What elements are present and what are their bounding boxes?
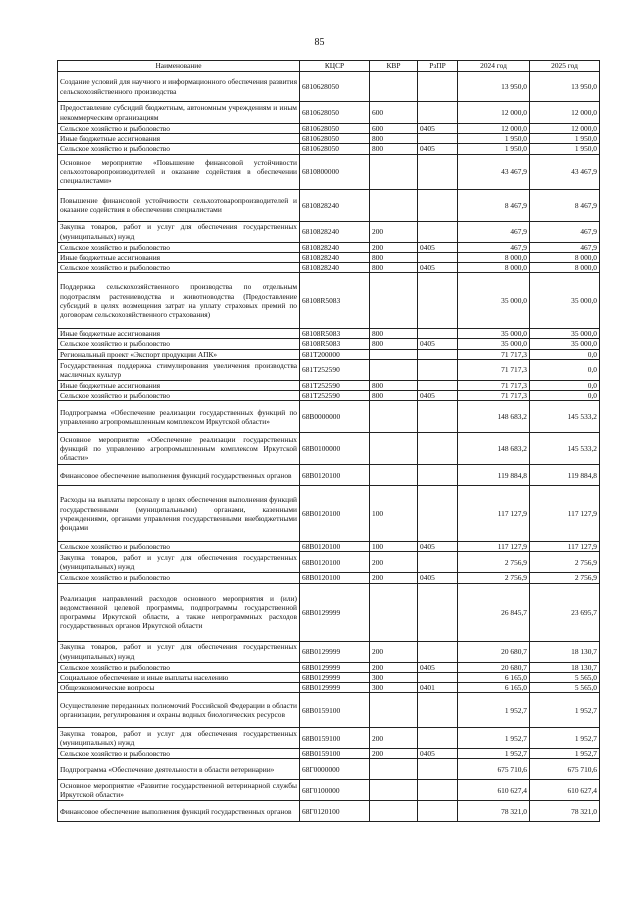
cell-name: Осуществление переданных полномочий Российской Федерации в области организации, регулирования и охраны водных биологических ресурсов xyxy=(58,693,300,728)
cell-name: Сельское хозяйство и рыболовство xyxy=(58,144,300,154)
cell-rzpr: 0405 xyxy=(418,573,458,583)
cell-kvr xyxy=(370,801,418,822)
cell-2024: 35 000,0 xyxy=(458,273,530,329)
cell-rzpr xyxy=(418,380,458,390)
cell-kvr xyxy=(370,401,418,433)
cell-kvr: 800 xyxy=(370,329,418,339)
cell-kcsr: 6810828240 xyxy=(300,221,370,242)
cell-kcsr: 68B0120100 xyxy=(300,552,370,573)
table-row xyxy=(58,263,600,273)
table-row xyxy=(58,339,600,349)
table-row xyxy=(58,486,600,542)
cell-rzpr xyxy=(418,552,458,573)
cell-kvr: 800 xyxy=(370,144,418,154)
cell-2025: 0,0 xyxy=(530,359,600,380)
header-kvr: КВР xyxy=(370,61,418,72)
table-row xyxy=(58,672,600,682)
cell-2025: 467,9 xyxy=(530,242,600,252)
cell-rzpr: 0405 xyxy=(418,662,458,672)
table-row xyxy=(58,102,600,124)
cell-2024: 71 717,3 xyxy=(458,391,530,401)
cell-rzpr xyxy=(418,134,458,144)
cell-kvr xyxy=(370,189,418,221)
cell-2024: 1 952,7 xyxy=(458,693,530,728)
cell-kvr xyxy=(370,759,418,780)
cell-rzpr xyxy=(418,273,458,329)
cell-kcsr: 68B0000000 xyxy=(300,401,370,433)
cell-rzpr xyxy=(418,693,458,728)
cell-2024: 12 000,0 xyxy=(458,102,530,124)
cell-kcsr: 6810628050 xyxy=(300,102,370,124)
cell-2024: 71 717,3 xyxy=(458,380,530,390)
cell-kcsr: 68B0120100 xyxy=(300,542,370,552)
cell-2024: 467,9 xyxy=(458,221,530,242)
cell-2024: 148 683,2 xyxy=(458,401,530,433)
cell-rzpr: 0405 xyxy=(418,749,458,759)
cell-2025: 8 000,0 xyxy=(530,263,600,273)
cell-kcsr: 68Г0100000 xyxy=(300,780,370,801)
table-row xyxy=(58,728,600,749)
table-row xyxy=(58,552,600,573)
cell-kcsr: 68B0129999 xyxy=(300,583,370,641)
cell-rzpr xyxy=(418,349,458,359)
cell-kcsr: 68B0100000 xyxy=(300,433,370,465)
cell-name: Сельское хозяйство и рыболовство xyxy=(58,263,300,273)
cell-kcsr: 68B0120100 xyxy=(300,573,370,583)
cell-name: Предоставление субсидий бюджетным, автономным учреждениям и иным некоммерческим организациям xyxy=(58,102,300,124)
cell-rzpr: 0405 xyxy=(418,124,458,134)
cell-rzpr xyxy=(418,583,458,641)
table-row xyxy=(58,144,600,154)
cell-2024: 12 000,0 xyxy=(458,124,530,134)
table-row xyxy=(58,401,600,433)
cell-2024: 1 950,0 xyxy=(458,144,530,154)
header-2024: 2024 год xyxy=(458,61,530,72)
cell-name: Иные бюджетные ассигнования xyxy=(58,380,300,390)
cell-kcsr: 6810828240 xyxy=(300,189,370,221)
table-row xyxy=(58,221,600,242)
cell-kvr: 800 xyxy=(370,380,418,390)
cell-rzpr: 0405 xyxy=(418,339,458,349)
cell-name: Сельское хозяйство и рыболовство xyxy=(58,662,300,672)
cell-2025: 1 952,7 xyxy=(530,693,600,728)
cell-kcsr: 68B0129999 xyxy=(300,683,370,693)
cell-2025: 35 000,0 xyxy=(530,273,600,329)
cell-rzpr xyxy=(418,780,458,801)
cell-rzpr: 0405 xyxy=(418,391,458,401)
cell-kcsr: 681T200000 xyxy=(300,349,370,359)
cell-kcsr: 68108R5083 xyxy=(300,339,370,349)
cell-kcsr: 6810828240 xyxy=(300,242,370,252)
cell-kvr: 200 xyxy=(370,552,418,573)
table-row xyxy=(58,252,600,262)
table-row xyxy=(58,329,600,339)
table-row xyxy=(58,780,600,801)
table-row xyxy=(58,465,600,486)
table-row xyxy=(58,189,600,221)
cell-name: Основное мероприятие «Развитие государственной ветеринарной службы Иркутской области» xyxy=(58,780,300,801)
cell-kvr: 300 xyxy=(370,683,418,693)
cell-kvr xyxy=(370,433,418,465)
cell-name: Иные бюджетные ассигнования xyxy=(58,252,300,262)
cell-2025: 8 000,0 xyxy=(530,252,600,262)
cell-2024: 1 950,0 xyxy=(458,134,530,144)
cell-2024: 43 467,9 xyxy=(458,154,530,189)
cell-kcsr: 68B0159100 xyxy=(300,693,370,728)
cell-kvr: 800 xyxy=(370,263,418,273)
cell-rzpr: 0405 xyxy=(418,542,458,552)
cell-2025: 117 127,9 xyxy=(530,486,600,542)
table-row xyxy=(58,801,600,822)
cell-kvr xyxy=(370,154,418,189)
cell-kcsr: 68Г0120100 xyxy=(300,801,370,822)
cell-name: Сельское хозяйство и рыболовство xyxy=(58,391,300,401)
cell-rzpr xyxy=(418,801,458,822)
cell-2025: 675 710,6 xyxy=(530,759,600,780)
cell-name: Финансовое обеспечение выполнения функций государственных органов xyxy=(58,801,300,822)
table-row xyxy=(58,693,600,728)
cell-name: Сельское хозяйство и рыболовство xyxy=(58,542,300,552)
table-row xyxy=(58,273,600,329)
table-row xyxy=(58,154,600,189)
cell-kcsr: 6810800000 xyxy=(300,154,370,189)
cell-2024: 6 165,0 xyxy=(458,672,530,682)
cell-2025: 0,0 xyxy=(530,380,600,390)
cell-rzpr xyxy=(418,154,458,189)
cell-2025: 35 000,0 xyxy=(530,339,600,349)
cell-kvr: 200 xyxy=(370,242,418,252)
cell-name: Создание условий для научного и информационного обеспечения развития сельскохозяйственного производства xyxy=(58,72,300,102)
cell-2025: 23 695,7 xyxy=(530,583,600,641)
cell-kvr: 800 xyxy=(370,391,418,401)
header-kcsr: КЦСР xyxy=(300,61,370,72)
cell-2024: 8 000,0 xyxy=(458,263,530,273)
cell-kcsr: 68108R5083 xyxy=(300,329,370,339)
table-body xyxy=(58,72,600,822)
table-row xyxy=(58,641,600,662)
cell-2024: 2 756,9 xyxy=(458,573,530,583)
table-row xyxy=(58,349,600,359)
cell-kcsr: 6810828240 xyxy=(300,263,370,273)
cell-name: Сельское хозяйство и рыболовство xyxy=(58,339,300,349)
table-row xyxy=(58,391,600,401)
table-row xyxy=(58,542,600,552)
cell-rzpr xyxy=(418,189,458,221)
cell-name: Расходы на выплаты персоналу в целях обеспечения выполнения функций государственными (муниципальными) органами, казенными учреждениями, органами управления государственными внебюджетными фондами xyxy=(58,486,300,542)
cell-2025: 0,0 xyxy=(530,391,600,401)
cell-name: Основное мероприятие «Обеспечение реализации государственных функций по управлению агропромышленным комплексом Иркутской области» xyxy=(58,433,300,465)
cell-kvr xyxy=(370,583,418,641)
cell-name: Повышение финансовой устойчивости сельхозтоваропроизводителей и оказание содействия в обеспечении специалистами xyxy=(58,189,300,221)
cell-2025: 43 467,9 xyxy=(530,154,600,189)
table-row xyxy=(58,749,600,759)
cell-kcsr: 6810628050 xyxy=(300,124,370,134)
cell-name: Сельское хозяйство и рыболовство xyxy=(58,124,300,134)
cell-kcsr: 68B0159100 xyxy=(300,749,370,759)
cell-name: Реализация направлений расходов основного мероприятия и (или) ведомственной целевой программы, подпрограммы государственной программы Иркутской области, а также непрограммных расходов государственных органов Иркутской области xyxy=(58,583,300,641)
header-name: Наименование xyxy=(58,61,300,72)
cell-kvr xyxy=(370,693,418,728)
cell-2025: 12 000,0 xyxy=(530,102,600,124)
cell-name: Финансовое обеспечение выполнения функций государственных органов xyxy=(58,465,300,486)
table-row xyxy=(58,124,600,134)
table-row xyxy=(58,573,600,583)
cell-2024: 1 952,7 xyxy=(458,749,530,759)
cell-kvr xyxy=(370,72,418,102)
table-row xyxy=(58,134,600,144)
cell-name: Подпрограмма «Обеспечение реализации государственных функций по управлению агропромышленным комплексом Иркутской области» xyxy=(58,401,300,433)
cell-2025: 78 321,0 xyxy=(530,801,600,822)
cell-kvr xyxy=(370,359,418,380)
cell-kvr xyxy=(370,349,418,359)
header-rzpr: РзПР xyxy=(418,61,458,72)
cell-kvr: 800 xyxy=(370,134,418,144)
table-row xyxy=(58,662,600,672)
cell-kcsr: 6810628050 xyxy=(300,134,370,144)
cell-rzpr: 0405 xyxy=(418,263,458,273)
cell-rzpr xyxy=(418,221,458,242)
cell-2024: 8 467,9 xyxy=(458,189,530,221)
cell-2025: 117 127,9 xyxy=(530,542,600,552)
cell-rzpr xyxy=(418,759,458,780)
cell-rzpr xyxy=(418,433,458,465)
cell-rzpr xyxy=(418,728,458,749)
cell-2024: 20 680,7 xyxy=(458,641,530,662)
cell-2024: 675 710,6 xyxy=(458,759,530,780)
cell-kcsr: 6810828240 xyxy=(300,252,370,262)
cell-kvr: 800 xyxy=(370,252,418,262)
cell-kcsr: 6810628050 xyxy=(300,144,370,154)
cell-kcsr: 68Г0000000 xyxy=(300,759,370,780)
cell-2024: 148 683,2 xyxy=(458,433,530,465)
cell-2024: 467,9 xyxy=(458,242,530,252)
cell-2024: 13 950,0 xyxy=(458,72,530,102)
cell-2024: 119 884,8 xyxy=(458,465,530,486)
cell-kcsr: 6810628050 xyxy=(300,72,370,102)
page-number: 85 xyxy=(314,37,325,48)
cell-name: Закупка товаров, работ и услуг для обеспечения государственных (муниципальных) нужд xyxy=(58,641,300,662)
cell-name: Закупка товаров, работ и услуг для обеспечения государственных (муниципальных) нужд xyxy=(58,221,300,242)
cell-2025: 18 130,7 xyxy=(530,641,600,662)
cell-2024: 78 321,0 xyxy=(458,801,530,822)
cell-kvr xyxy=(370,780,418,801)
cell-2025: 610 627,4 xyxy=(530,780,600,801)
cell-rzpr: 0401 xyxy=(418,683,458,693)
cell-2024: 71 717,3 xyxy=(458,359,530,380)
cell-2024: 8 000,0 xyxy=(458,252,530,262)
cell-name: Общеэкономические вопросы xyxy=(58,683,300,693)
cell-kvr: 600 xyxy=(370,124,418,134)
cell-name: Сельское хозяйство и рыболовство xyxy=(58,573,300,583)
cell-rzpr xyxy=(418,252,458,262)
cell-2025: 5 565,0 xyxy=(530,672,600,682)
cell-kcsr: 68B0120100 xyxy=(300,465,370,486)
table-row xyxy=(58,683,600,693)
cell-rzpr: 0405 xyxy=(418,144,458,154)
cell-2025: 467,9 xyxy=(530,221,600,242)
cell-2024: 1 952,7 xyxy=(458,728,530,749)
cell-name: Закупка товаров, работ и услуг для обеспечения государственных (муниципальных) нужд xyxy=(58,728,300,749)
cell-name: Сельское хозяйство и рыболовство xyxy=(58,749,300,759)
cell-name: Иные бюджетные ассигнования xyxy=(58,329,300,339)
cell-rzpr: 0405 xyxy=(418,242,458,252)
cell-kvr: 200 xyxy=(370,573,418,583)
cell-rzpr xyxy=(418,486,458,542)
cell-2025: 18 130,7 xyxy=(530,662,600,672)
cell-rzpr xyxy=(418,672,458,682)
cell-name: Иные бюджетные ассигнования xyxy=(58,134,300,144)
cell-2025: 1 950,0 xyxy=(530,144,600,154)
cell-2025: 1 952,7 xyxy=(530,749,600,759)
cell-2025: 12 000,0 xyxy=(530,124,600,134)
cell-name: Сельское хозяйство и рыболовство xyxy=(58,242,300,252)
cell-kvr: 800 xyxy=(370,339,418,349)
table-row xyxy=(58,242,600,252)
cell-2025: 2 756,9 xyxy=(530,552,600,573)
cell-kvr: 100 xyxy=(370,542,418,552)
cell-kcsr: 681T252590 xyxy=(300,380,370,390)
table-row xyxy=(58,583,600,641)
cell-name: Подпрограмма «Обеспечение деятельности в области ветеринарии» xyxy=(58,759,300,780)
cell-kvr: 200 xyxy=(370,662,418,672)
cell-name: Поддержка сельскохозяйственного производства по отдельным подотраслям растениеводства и животноводства (Предоставление субсидий в целях возмещения затрат на уплату страховых премий по договорам сельскохозяйственного страхования) xyxy=(58,273,300,329)
cell-kvr: 200 xyxy=(370,221,418,242)
cell-2024: 6 165,0 xyxy=(458,683,530,693)
cell-kcsr: 68B0129999 xyxy=(300,662,370,672)
cell-name: Государственная поддержка стимулирования увеличения производства масличных культур xyxy=(58,359,300,380)
table-header-row xyxy=(58,61,600,72)
cell-2024: 117 127,9 xyxy=(458,542,530,552)
cell-2024: 35 000,0 xyxy=(458,339,530,349)
cell-kvr: 200 xyxy=(370,728,418,749)
cell-2025: 0,0 xyxy=(530,349,600,359)
cell-2025: 8 467,9 xyxy=(530,189,600,221)
cell-rzpr xyxy=(418,359,458,380)
cell-2024: 20 680,7 xyxy=(458,662,530,672)
table-row xyxy=(58,433,600,465)
cell-2024: 610 627,4 xyxy=(458,780,530,801)
table-row xyxy=(58,72,600,102)
cell-kvr: 300 xyxy=(370,672,418,682)
cell-2025: 13 950,0 xyxy=(530,72,600,102)
cell-2024: 117 127,9 xyxy=(458,486,530,542)
cell-2025: 145 533,2 xyxy=(530,433,600,465)
cell-kcsr: 68B0120100 xyxy=(300,486,370,542)
cell-2025: 119 884,8 xyxy=(530,465,600,486)
cell-2024: 35 000,0 xyxy=(458,329,530,339)
cell-2025: 35 000,0 xyxy=(530,329,600,339)
cell-2025: 1 952,7 xyxy=(530,728,600,749)
cell-rzpr xyxy=(418,102,458,124)
cell-kcsr: 681T252590 xyxy=(300,391,370,401)
cell-2025: 5 565,0 xyxy=(530,683,600,693)
cell-2025: 145 533,2 xyxy=(530,401,600,433)
cell-rzpr xyxy=(418,329,458,339)
cell-rzpr xyxy=(418,641,458,662)
cell-name: Социальное обеспечение и иные выплаты населению xyxy=(58,672,300,682)
cell-kcsr: 68B0129999 xyxy=(300,641,370,662)
cell-kcsr: 68108R5083 xyxy=(300,273,370,329)
cell-rzpr xyxy=(418,401,458,433)
cell-kvr: 200 xyxy=(370,749,418,759)
cell-name: Региональный проект «Экспорт продукции АПК» xyxy=(58,349,300,359)
header-2025: 2025 год xyxy=(530,61,600,72)
cell-kvr: 200 xyxy=(370,641,418,662)
cell-kvr: 600 xyxy=(370,102,418,124)
cell-kvr xyxy=(370,273,418,329)
table-row xyxy=(58,359,600,380)
cell-rzpr xyxy=(418,465,458,486)
cell-name: Основное мероприятие «Повышение финансовой устойчивости сельхозтоваропроизводителей и оказание содействия в обеспечении специалистами» xyxy=(58,154,300,189)
cell-rzpr xyxy=(418,72,458,102)
cell-kcsr: 68B0129999 xyxy=(300,672,370,682)
cell-2024: 26 845,7 xyxy=(458,583,530,641)
table-row xyxy=(58,759,600,780)
cell-name: Закупка товаров, работ и услуг для обеспечения государственных (муниципальных) нужд xyxy=(58,552,300,573)
table-row xyxy=(58,380,600,390)
cell-kcsr: 68B0159100 xyxy=(300,728,370,749)
cell-2024: 2 756,9 xyxy=(458,552,530,573)
cell-2025: 1 950,0 xyxy=(530,134,600,144)
cell-kcsr: 681T252590 xyxy=(300,359,370,380)
cell-kvr: 100 xyxy=(370,486,418,542)
cell-kvr xyxy=(370,465,418,486)
cell-2025: 2 756,9 xyxy=(530,573,600,583)
budget-table xyxy=(57,60,600,822)
cell-2024: 71 717,3 xyxy=(458,349,530,359)
